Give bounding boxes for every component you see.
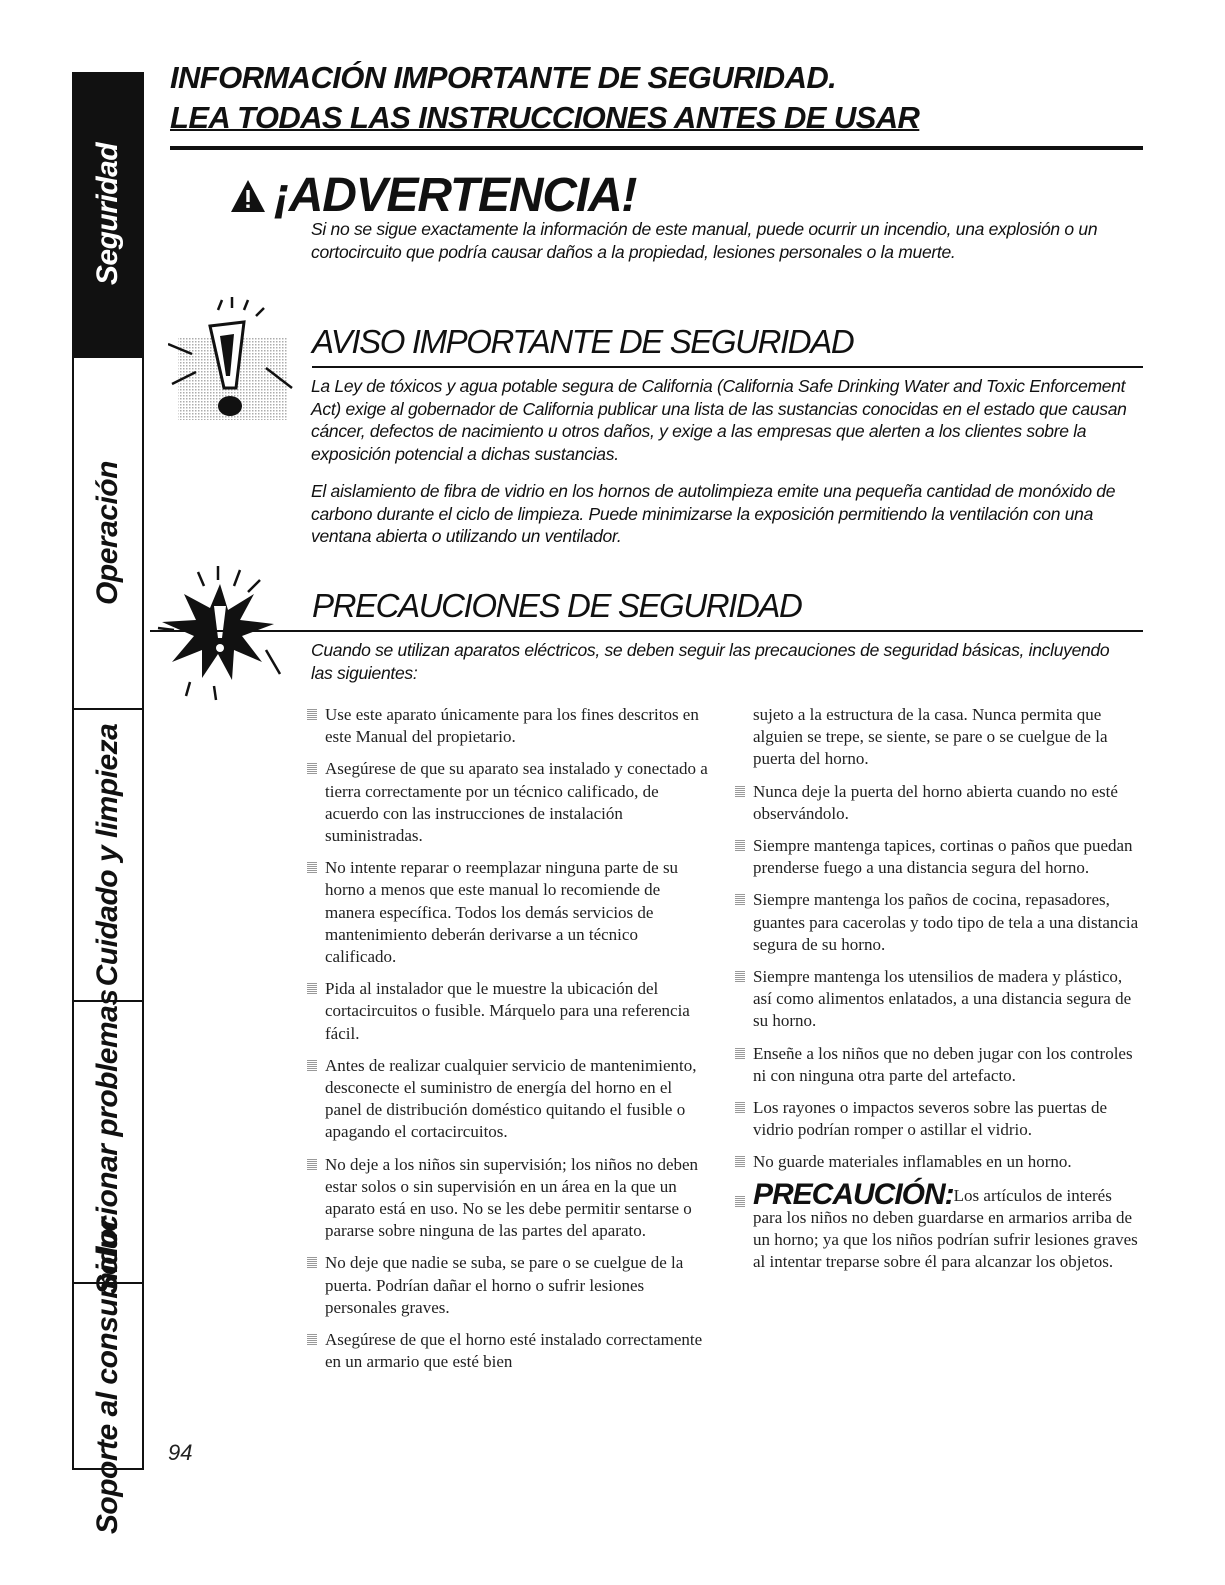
bullet-icon xyxy=(735,1102,745,1113)
warning-triangle-icon xyxy=(230,179,266,213)
list-item xyxy=(305,1055,710,1144)
tab-operacion[interactable] xyxy=(74,358,142,710)
list-item-text: No deje a los niños sin supervisión; los niños no deben estar solos o sin supervisión en un área en la que un aparato está en uso. No se les debe permitir sentarse o pararse sobre ninguna de las partes del aparato. xyxy=(325,1154,699,1241)
list-item-text: Siempre mantenga los utensilios de madera y plástico, así como alimentos enlatados, a una distancia segura de su horno. xyxy=(753,967,1132,1031)
list-item xyxy=(305,1329,710,1373)
caution-label: PRECAUCIÓN: xyxy=(753,1177,954,1211)
list-item-text: Los rayones o impactos severos sobre las puertas de vidrio podrían romper o astillar el vidrio. xyxy=(753,1098,1108,1140)
list-item-continuation: sujeto a la estructura de la casa. Nunca permita que alguien se trepe, se siente, se pare o se cuelgue de la puerta del horno. xyxy=(753,705,1108,769)
notice-paragraph-1: La Ley de tóxicos y agua potable segura de California (California Safe Drinking Water and Toxic Enforcement Act) exige al gobernador de California publicar una lista de las sustancias conocidas en el estado que causan cáncer, defectos de nacimiento u otros daños, y exige a las empresas que alerten a los clientes sobre la exposición potencial a dichas sustancias. xyxy=(311,376,1127,464)
bullet-icon xyxy=(307,862,317,873)
page-number: 94 xyxy=(168,1440,193,1465)
list-item xyxy=(733,781,1143,825)
list-item-text: No deje que nadie se suba, se pare o se cuelgue de la puerta. Podrían dañar el horno o sufrir lesiones personales graves. xyxy=(325,1253,684,1317)
tab-label: Cuidado y limpieza xyxy=(91,723,124,987)
bullet-icon xyxy=(307,1159,317,1170)
list-item xyxy=(305,704,710,748)
exclamation-notice-icon xyxy=(168,296,298,426)
list-item-text: Asegúrese de que su aparato sea instalado y conectado a tierra correctamente por un técnico calificado, de acuerdo con las instrucciones de instalación suministradas. xyxy=(325,759,708,846)
tab-label: Soporte al consumidor xyxy=(91,1217,124,1535)
tab-cuidado-y-limpieza[interactable] xyxy=(74,710,142,1002)
list-item xyxy=(733,889,1143,956)
list-item xyxy=(305,978,710,1045)
bullet-icon xyxy=(307,1334,317,1345)
list-item xyxy=(733,835,1143,879)
bullet-icon xyxy=(307,983,317,994)
list-item-text: No intente reparar o reemplazar ninguna parte de su horno a menos que este manual lo recomiende de manera específica. Todos los demás servicios de mantenimiento deberán derivarse a un técnico calificado. xyxy=(325,858,679,967)
tab-label: Solucionar problemas xyxy=(91,989,124,1295)
warning-heading xyxy=(230,168,636,224)
notice-rule xyxy=(312,366,1143,368)
list-item xyxy=(305,1154,710,1243)
list-item xyxy=(305,758,710,847)
bullet-icon xyxy=(735,840,745,851)
list-item xyxy=(733,1043,1143,1087)
list-item xyxy=(733,966,1143,1033)
list-item-text: Use este aparato únicamente para los fines descritos en este Manual del propietario. xyxy=(325,705,699,747)
title-line-2: LEA TODAS LAS INSTRUCCIONES ANTES DE USAR xyxy=(170,100,920,135)
bullet-icon xyxy=(735,1156,745,1167)
notice-paragraph-2: El aislamiento de fibra de vidrio en los hornos de autolimpieza emite una pequeña cantidad de monóxido de carbono durante el ciclo de limpieza. Puede minimizarse la exposición permitiendo la ventilación con una ventana abierta o utilizando un ventilador. xyxy=(311,481,1116,546)
caution-item xyxy=(733,1177,1143,1274)
list-item-text: Antes de realizar cualquier servicio de mantenimiento, desconecte el suministro de energía del horno en el panel de distribución doméstico quitando el fusible o apagando el cortacircuitos. xyxy=(325,1055,697,1142)
list-item-text: Asegúrese de que el horno esté instalado correctamente en un armario que esté bien xyxy=(325,1330,703,1372)
bullet-icon xyxy=(735,1196,745,1207)
list-item-text: Siempre mantenga los paños de cocina, repasadores, guantes para cacerolas y todo tipo de tela a una distancia segura de su horno. xyxy=(753,890,1139,954)
bullet-icon xyxy=(735,786,745,797)
list-item xyxy=(305,1252,710,1319)
precautions-intro: Cuando se utilizan aparatos eléctricos, se deben seguir las precauciones de seguridad básicas, incluyendo las siguientes: xyxy=(311,640,1110,683)
list-item-text: Siempre mantenga tapices, cortinas o paños que puedan prenderse fuego a una distancia segura del horno. xyxy=(753,836,1133,878)
list-item xyxy=(733,1151,1143,1173)
notice-heading: AVISO IMPORTANTE DE SEGURIDAD xyxy=(312,323,854,360)
warning-title: ¡ADVERTENCIA! xyxy=(274,169,637,222)
list-item xyxy=(305,857,710,968)
list-item-text: Nunca deje la puerta del horno abierta cuando no esté observándolo. xyxy=(753,781,1118,823)
bullet-icon xyxy=(307,1060,317,1071)
bullet-icon xyxy=(307,763,317,774)
list-item xyxy=(733,1097,1143,1141)
tab-label: Operación xyxy=(91,461,124,605)
section-tabs xyxy=(72,72,144,1535)
tab-label: Seguridad xyxy=(91,142,124,286)
warning-text: Si no se sigue exactamente la información de este manual, puede ocurrir un incendio, una explosión o un cortocircuito que podría causar daños a la propiedad, lesiones personales o la muerte. xyxy=(311,219,1098,262)
tab-soporte-al-consumidor[interactable] xyxy=(74,1217,142,1535)
precautions-heading: PRECAUCIONES DE SEGURIDAD xyxy=(312,587,802,624)
title-line-1: INFORMACIÓN IMPORTANTE DE SEGURIDAD. xyxy=(170,60,837,95)
starburst-exclamation-icon xyxy=(150,564,290,704)
page-title xyxy=(170,58,1130,138)
precautions-rule xyxy=(150,630,1143,632)
list-item-text: Pida al instalador que le muestre la ubicación del cortacircuitos o fusible. Márquelo para una referencia fácil. xyxy=(325,979,690,1043)
bullet-icon xyxy=(735,971,745,982)
notice-text xyxy=(311,375,1131,558)
bullet-icon xyxy=(735,1048,745,1059)
precautions-right-column xyxy=(733,704,1143,1283)
caution-text: Los artículos de interés para los niños no deben guardarse en armarios arriba de un horno; ya que los niños podrían sufrir lesiones graves al intentar treparse sobre él para alcanzar los objetos. xyxy=(753,1185,1138,1272)
bullet-icon xyxy=(307,1257,317,1268)
bullet-icon xyxy=(307,709,317,720)
bullet-icon xyxy=(735,894,745,905)
precautions-left-column xyxy=(305,704,710,1383)
tab-seguridad[interactable] xyxy=(74,72,142,358)
header-rule xyxy=(170,146,1143,150)
list-item-text: No guarde materiales inflamables en un horno. xyxy=(753,1152,1072,1172)
list-item-text: Enseñe a los niños que no deben jugar con los controles ni con ninguna otra parte del artefacto. xyxy=(753,1043,1133,1085)
